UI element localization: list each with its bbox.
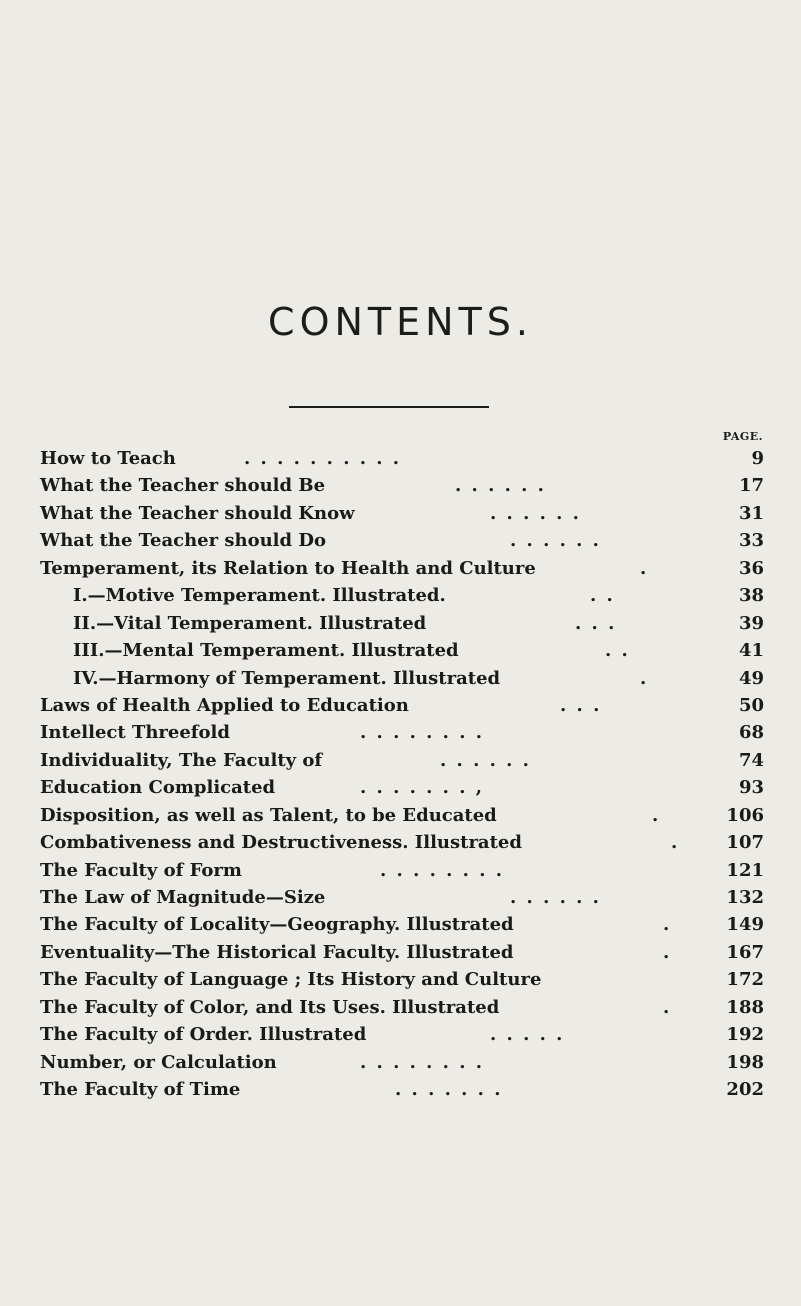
toc-entry-leader: . . .	[560, 694, 602, 716]
toc-entry	[40, 555, 764, 582]
toc-entry-title: The Faculty of Time	[40, 1079, 241, 1101]
toc-entry-page: 9	[751, 448, 764, 469]
toc-entry-leader: . . . . . .	[455, 475, 546, 497]
toc-entry-page: 172	[726, 969, 764, 991]
toc-entry-leader: . . . . .	[490, 1024, 565, 1046]
toc-entry-title: Temperament, its Relation to Health and Culture	[40, 557, 536, 579]
toc-entry-page: 167	[726, 941, 764, 963]
toc-entry-page: 188	[726, 996, 764, 1018]
toc-entry	[40, 939, 764, 966]
toc-entry	[40, 802, 764, 829]
toc-entry-leader: .	[663, 914, 672, 936]
toc-entry-title: What the Teacher should Know	[40, 502, 355, 524]
toc-entry-title: Education Complicated	[40, 777, 276, 799]
toc-entry	[40, 911, 764, 938]
page-title: CONTENTS.	[268, 300, 533, 344]
toc-entry-leader: . . . . . . .	[395, 1079, 503, 1101]
toc-entry-leader: . . . . . .	[510, 887, 601, 908]
toc-entry-title: The Faculty of Color, and Its Uses. Illustrated	[40, 996, 500, 1018]
toc-entry-title: Number, or Calculation	[40, 1051, 277, 1073]
toc-entry-title: The Faculty of Language ; Its History and Culture	[40, 969, 542, 991]
toc-entry-title: III.—Mental Temperament. Illustrated	[73, 640, 459, 662]
toc-entry	[40, 829, 764, 856]
toc-entry-title: The Faculty of Order. Illustrated	[40, 1024, 367, 1046]
toc-entry-leader: .	[640, 557, 649, 579]
toc-entry-title: What the Teacher should Be	[40, 475, 326, 497]
toc-entry-title: The Law of Magnitude—Size	[40, 887, 326, 908]
toc-entry	[40, 665, 764, 692]
toc-entry	[40, 692, 764, 719]
toc-entry-leader: . . . . . . . ,	[360, 777, 484, 799]
title-rule	[289, 406, 489, 408]
toc-entry-page: 49	[738, 667, 764, 689]
toc-entry-leader: . . . . . . . .	[380, 859, 504, 881]
toc-entry-title: II.—Vital Temperament. Illustrated	[73, 612, 427, 634]
page-column-heading: PAGE.	[722, 430, 763, 443]
toc-entry-page: 36	[738, 557, 764, 579]
toc-entry-title: I.—Motive Temperament. Illustrated.	[73, 585, 446, 607]
toc-entry	[40, 500, 764, 527]
toc-entry-leader: .	[663, 941, 672, 963]
toc-entry	[40, 719, 764, 746]
toc-entry-title: Disposition, as well as Talent, to be Educated	[40, 804, 497, 826]
toc-entry-leader: . . . . . .	[490, 502, 581, 524]
toc-entry	[40, 884, 764, 911]
toc-entry-leader: .	[640, 667, 649, 689]
toc-entry-title: Eventuality—The Historical Faculty. Illustrated	[40, 941, 514, 963]
toc-entry-page: 149	[726, 914, 764, 936]
toc-entry-title: Laws of Health Applied to Education	[40, 694, 409, 716]
toc-entry-page: 198	[726, 1051, 764, 1073]
toc-entry-page: 74	[738, 749, 764, 771]
toc-entry-page: 68	[738, 722, 764, 744]
toc-entry	[40, 610, 764, 637]
toc-entry-page: 17	[738, 475, 764, 497]
toc-entry	[40, 1021, 764, 1048]
toc-entry-page: 31	[738, 502, 764, 524]
toc-entry-page: 107	[726, 832, 764, 854]
toc-entry-leader: . .	[605, 640, 630, 662]
toc-entry	[40, 582, 764, 609]
toc-entry-page: 192	[726, 1024, 764, 1046]
toc-entry-title: What the Teacher should Do	[40, 530, 326, 552]
toc-entry	[40, 747, 764, 774]
toc-entry	[40, 966, 764, 993]
toc-entry-leader: . . . . . .	[510, 530, 601, 552]
toc-entry-page: 33	[738, 530, 764, 552]
toc-entry	[40, 857, 764, 884]
toc-entry-page: 202	[726, 1079, 764, 1101]
toc-entry-title: Individuality, The Faculty of	[40, 749, 323, 771]
toc-entry-leader: . . . . . .	[440, 749, 531, 771]
toc-entry-title: The Faculty of Form	[40, 859, 242, 881]
toc-entry-title: The Faculty of Locality—Geography. Illustrated	[40, 914, 514, 936]
toc-entry-page: 41	[738, 640, 764, 662]
toc-entry	[40, 774, 764, 801]
toc-entry-page: 50	[738, 694, 764, 716]
toc-entry-leader: . . . . . . . . . .	[244, 448, 402, 469]
table-of-contents	[40, 445, 764, 1104]
toc-entry-title: Combativeness and Destructiveness. Illustrated	[40, 832, 522, 854]
toc-entry	[40, 994, 764, 1021]
toc-entry-leader: .	[652, 804, 661, 826]
toc-entry-leader: . .	[590, 585, 615, 607]
toc-entry	[40, 1076, 764, 1103]
toc-entry-leader: . . . . . . . .	[360, 1051, 484, 1073]
toc-entry-page: 39	[738, 612, 764, 634]
toc-entry-title: IV.—Harmony of Temperament. Illustrated	[73, 667, 501, 689]
toc-entry-leader: . . . . . . . .	[360, 722, 484, 744]
toc-entry-leader: . . .	[575, 612, 617, 634]
toc-entry-page: 93	[738, 777, 764, 799]
toc-entry	[40, 637, 764, 664]
toc-entry-leader: .	[663, 996, 672, 1018]
toc-entry-page: 121	[726, 859, 764, 881]
toc-entry	[40, 472, 764, 499]
toc-entry-title: How to Teach	[40, 448, 176, 469]
toc-entry	[40, 527, 764, 554]
toc-entry-page: 38	[738, 585, 764, 607]
toc-entry	[40, 445, 764, 472]
toc-entry	[40, 1049, 764, 1076]
toc-entry-page: 106	[726, 804, 764, 826]
toc-entry-page: 132	[726, 887, 764, 908]
toc-entry-title: Intellect Threefold	[40, 722, 230, 744]
toc-entry-leader: .	[671, 832, 680, 854]
